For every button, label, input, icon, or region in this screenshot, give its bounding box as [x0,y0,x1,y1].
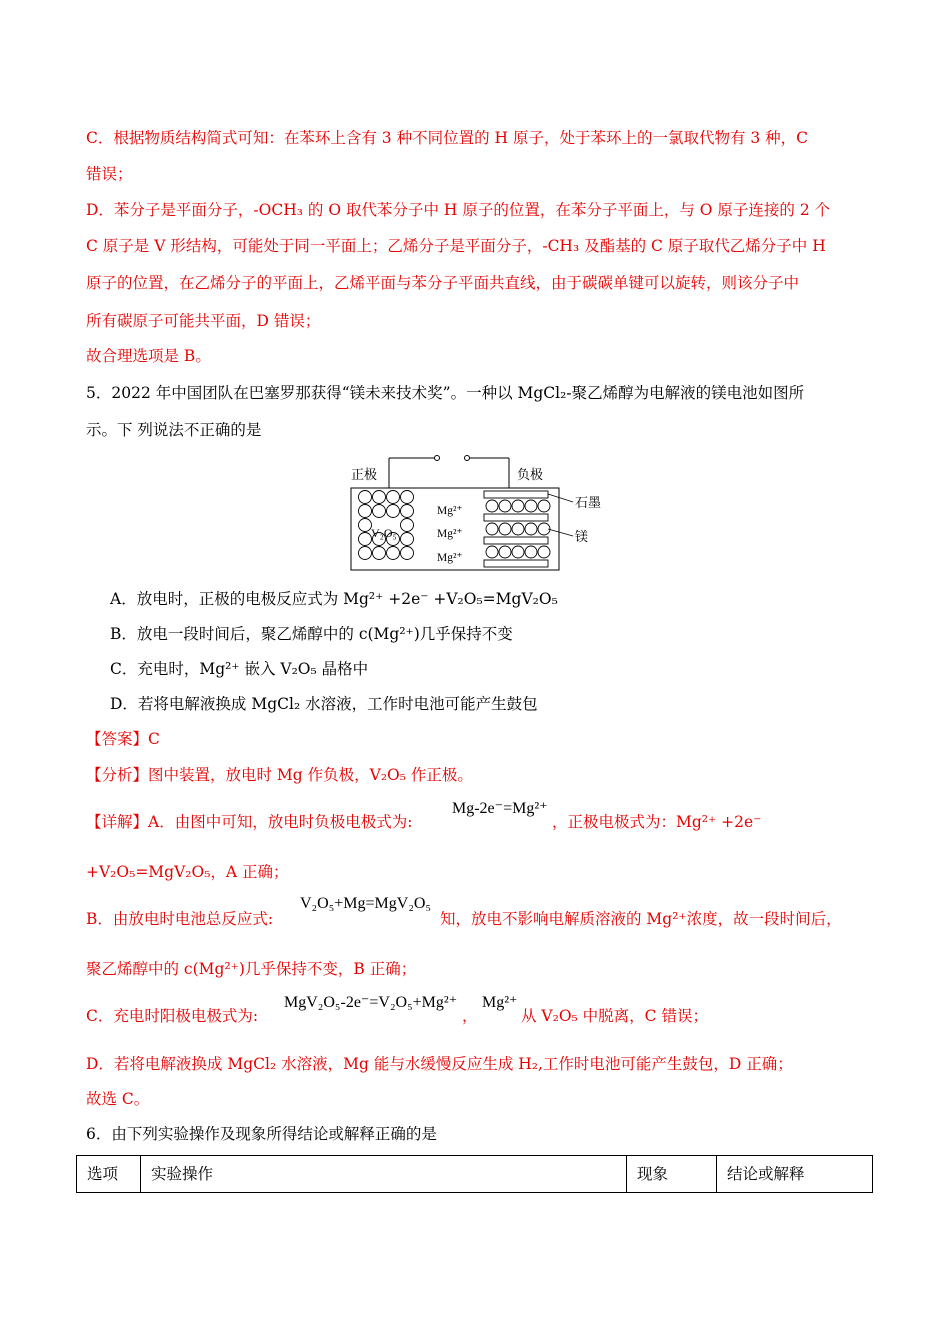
magnesium-label: 镁 [575,530,589,545]
q5-option-c: C．充电时，Mg²⁺ 嵌入 V₂O₅ 晶格中 [110,660,369,678]
q5-stem-line2: 示。下 列说法不正确的是 [86,421,262,439]
q5-detail-a-post: ，正极电极式为：Mg²⁺ +2e⁻ [552,813,762,831]
q4-option-c-line1: C．根据物质结构简式可知：在苯环上含有 3 种不同位置的 H 原子，处于苯环上的一氯取代物有 3 种，C [86,129,809,147]
q5-option-d: D．若将电解液换成 MgCl₂ 水溶液，工作时电池可能产生鼓包 [110,695,538,713]
battery-diagram [341,446,609,572]
q5-option-a: A．放电时，正极的电极反应式为 Mg²⁺ +2e⁻ +V₂O₅=MgV₂O₅ [110,590,558,608]
q4-conclusion: 故合理选项是 B。 [86,347,211,365]
formula-mg-ion: Mg²⁺ [482,994,518,1011]
q5-detail-c-sep: ， [462,1007,478,1025]
q5-detail-b-pre: B．由放电时电池总反应式: [86,910,274,928]
formula-negative-electrode: Mg-2e⁻=Mg²⁺ [452,800,548,817]
q5-answer: 【答案】C [86,730,160,748]
q5-detail-b-post: 知，放电不影响电解质溶液的 Mg²⁺浓度，故一段时间后， [440,910,842,928]
mg-ion-label-1: Mg²⁺ [437,505,463,517]
q5-analysis: 【分析】图中装置，放电时 Mg 作负极，V₂O₅ 作正极。 [86,766,473,784]
header-conclusion: 结论或解释 [727,1165,805,1183]
q4-option-d-line1: D．苯分子是平面分子，-OCH₃ 的 O 取代苯分子中 H 原子的位置，在苯分子平面上，与 O 原子连接的 2 个 [86,201,831,219]
q5-detail-c-pre: C．充电时阳极电极式为: [86,1007,259,1025]
q5-detail-b-line2: 聚乙烯醇中的 c(Mg²⁺)几乎保持不变，B 正确； [86,960,417,978]
positive-electrode-label: 正极 [351,468,378,483]
negative-electrode-label: 负极 [517,468,544,483]
q4-option-c-line2: 错误； [86,165,133,183]
q4-option-d-line2: C 原子是 V 形结构，可能处于同一平面上；乙烯分子是平面分子，-CH₃ 及酯基的 C 原子取代乙烯分子中 H [86,237,826,255]
q5-detail-a-pre: 【详解】A．由图中可知，放电时负极电极式为: [86,813,413,831]
formula-anode: MgV₂O₅-2e⁻=V₂O₅+Mg²⁺ [284,994,458,1011]
q4-option-d-line4: 所有碳原子可能共平面，D 错误； [86,312,321,330]
q5-option-b: B．放电一段时间后，聚乙烯醇中的 c(Mg²⁺)几乎保持不变 [110,625,513,643]
header-option: 选项 [77,1156,141,1192]
q5-detail-d: D．若将电解液换成 MgCl₂ 水溶液，Mg 能与水缓慢反应生成 H₂,工作时电池可能产生鼓包，D 正确； [86,1055,793,1073]
q5-detail-c-post: 从 V₂O₅ 中脱离，C 错误； [521,1007,708,1025]
header-operation: 实验操作 [141,1156,627,1192]
header-phenomenon: 现象 [627,1156,717,1192]
q5-detail-a-line2: +V₂O₅=MgV₂O₅，A 正确； [86,863,289,881]
mg-ion-label-2: Mg²⁺ [437,528,463,540]
graphite-label: 石墨 [575,496,602,511]
q4-option-d-line3: 原子的位置，在乙烯分子的平面上，乙烯平面与苯分子平面共直线，由于碳碳单键可以旋转，则该分子中 [86,274,800,292]
mg-ion-label-3: Mg²⁺ [437,552,463,564]
formula-total-reaction: V₂O₅+Mg=MgV₂O₅ [300,895,432,912]
q6-stem: 6．由下列实验操作及现象所得结论或解释正确的是 [86,1125,437,1143]
q6-table-header [76,1155,873,1193]
q5-stem-line1: 5．2022 年中国团队在巴塞罗那获得“镁未来技术奖”。一种以 MgCl₂-聚乙烯醇为电解液的镁电池如图所 [86,384,805,402]
q5-final: 故选 C。 [86,1090,150,1108]
v2o5-label: V₂O₅ [371,526,397,540]
